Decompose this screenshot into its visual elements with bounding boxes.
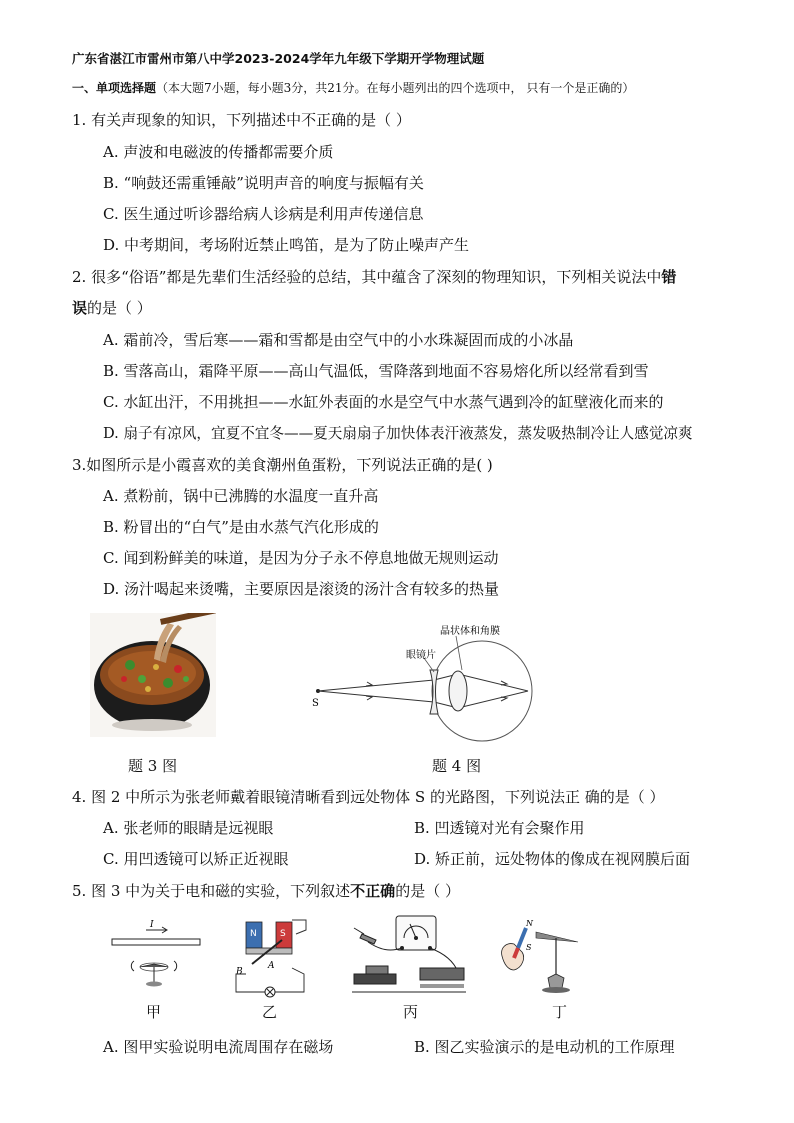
experiment-bing-caption: 丙 — [403, 1003, 419, 1021]
section-heading: 一、单项选择题 — [72, 81, 157, 95]
needle-s-label: S — [526, 943, 532, 952]
q3-option-b: B. 粉冒出的“白气”是由水蒸气汽化形成的 — [103, 518, 379, 536]
q2-option-a: A. 霜前冷，雪后寒——霜和雪都是由空气中的小水珠凝固而成的小冰晶 — [103, 331, 574, 349]
wire-b-label: B — [236, 967, 243, 977]
experiment-ding-diagram — [496, 912, 586, 998]
q3-option-d: D. 汤汁喝起来烫嘴，主要原因是滚烫的汤汁含有较多的热量 — [103, 580, 500, 598]
section-note: （本大题7小题，每小题3分，共21分。在每小题列出的四个选项中， 只有一个是正确的） — [156, 81, 635, 95]
q3-stem: 3.如图所示是小霞喜欢的美食潮州鱼蛋粉，下列说法正确的是( ) — [72, 456, 493, 474]
q5-stem — [72, 880, 460, 901]
q4-option-a: A. 张老师的眼睛是远视眼 — [103, 819, 274, 837]
eyeglass-lens-label: 眼镜片 — [406, 650, 436, 661]
q1-option-d: D. 中考期间，考场附近禁止鸣笛，是为了防止噪声产生 — [103, 236, 470, 254]
current-i-label: I — [150, 920, 154, 930]
needle-n-label: N — [526, 919, 533, 928]
exam-title: 广东省湛江市雷州市第八中学2023-2024学年九年级下学期开学物理试题 — [72, 51, 485, 66]
experiment-jia-caption: 甲 — [146, 1003, 162, 1021]
q2-stem-tail: 的是（ ） — [87, 299, 152, 317]
q1-option-c: C. 医生通过听诊器给病人诊病是利用声传递信息 — [103, 205, 424, 223]
q5-stem-pre: 5. 图 3 中为关于电和磁的实验，下列叙述 — [72, 882, 351, 900]
magnet-n-label: N — [250, 929, 257, 939]
q1-stem: 1. 有关声现象的知识，下列描述中不正确的是（ ） — [72, 111, 411, 129]
q2-option-c: C. 水缸出汗，不用挑担——水缸外表面的水是空气中水蒸气遇到冷的缸壁液化而来的 — [103, 393, 664, 411]
eye-lens-diagram — [306, 622, 536, 746]
q5-stem-post: 的是（ ） — [395, 882, 460, 900]
magnet-s-label: S — [280, 929, 286, 939]
q1-option-b: B. “响鼓还需重锤敲”说明声音的响度与振幅有关 — [103, 174, 424, 192]
q4-option-b: B. 凹透镜对光有会聚作用 — [414, 819, 585, 837]
q2-option-b: B. 雪落高山，霜降平原——高山气温低，雪降落到地面不容易熔化所以经常看到雪 — [103, 362, 649, 380]
q4-stem: 4. 图 2 中所示为张老师戴着眼镜清晰看到远处物体 S 的光路图，下列说法正 确的是（ ） — [72, 788, 665, 806]
q2-option-d: D. 扇子有凉风，宜夏不宜冬——夏天扇扇子加快体表汗液蒸发，蒸发吸热制冷让人感觉凉爽 — [103, 425, 693, 442]
noodle-bowl-image — [90, 613, 216, 737]
q4-option-c: C. 用凹透镜可以矫正近视眼 — [103, 850, 289, 868]
q5-option-b: B. 图乙实验演示的是电动机的工作原理 — [414, 1038, 675, 1056]
figure-4-caption: 题 4 图 — [432, 757, 482, 775]
section-header — [72, 79, 634, 96]
experiment-yi-diagram — [232, 912, 312, 998]
experiment-bing-diagram — [350, 912, 470, 998]
q5-option-a: A. 图甲实验说明电流周围存在磁场 — [103, 1038, 334, 1056]
experiment-yi-caption: 乙 — [262, 1003, 278, 1021]
q3-option-c: C. 闻到粉鲜美的味道，是因为分子永不停息地做无规则运动 — [103, 549, 499, 567]
q1-option-a: A. 声波和电磁波的传播都需要介质 — [103, 143, 334, 161]
q3-option-a: A. 煮粉前，锅中已沸腾的水温度一直升高 — [103, 487, 379, 505]
experiment-jia-diagram — [110, 917, 202, 995]
q2-stem-line2 — [72, 297, 152, 318]
q2-stem-text: 2. 很多“俗语”都是先辈们生活经验的总结，其中蕴含了深刻的物理知识，下列相关说法中 — [72, 268, 662, 286]
q5-stem-emph: 不正确 — [350, 882, 396, 900]
q2-stem-line1 — [72, 266, 676, 287]
experiment-ding-caption: 丁 — [552, 1003, 568, 1021]
lens-cornea-label: 晶状体和角膜 — [440, 626, 500, 637]
q2-stem-emph2: 误 — [72, 299, 88, 317]
figure-3-caption: 题 3 图 — [128, 757, 178, 775]
q2-stem-emph1: 错 — [661, 268, 677, 286]
eye-diagram-s-label: S — [312, 698, 319, 709]
wire-a-label: A — [268, 961, 275, 971]
q4-option-d: D. 矫正前，远处物体的像成在视网膜后面 — [414, 850, 691, 868]
